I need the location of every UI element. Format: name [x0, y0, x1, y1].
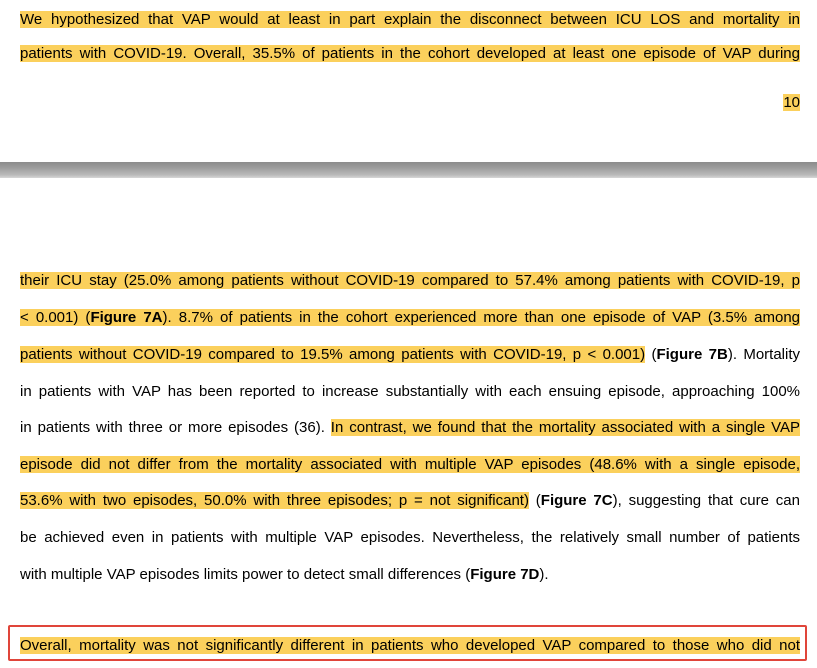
figure-reference: Figure 7D	[470, 566, 540, 583]
highlighted-text: 53.6% with two episodes, 50.0% with three episodes; p = not significant)	[20, 492, 529, 509]
highlighted-text: We hypothesized that VAP would at least in part explain the disconnect between ICU LOS and mortality in	[20, 11, 800, 28]
body-text: with multiple VAP episodes limits power to detect small differences (	[20, 566, 471, 583]
body-text: ). Mortality	[727, 346, 801, 363]
text-line	[20, 380, 800, 404]
highlighted-text: ). 8.7% of patients in the cohort experienced more than one episode of VAP (3.5% among	[162, 309, 800, 326]
highlighted-text: < 0.001) (	[20, 309, 91, 326]
text-line	[20, 343, 800, 367]
text-line	[20, 453, 800, 477]
body-text: (	[645, 346, 657, 363]
highlighted-text: Overall, mortality was not significantly different in patients who developed VAP compared to those who did not	[20, 637, 800, 654]
page-number-text: 10	[783, 94, 800, 111]
selected-text-line[interactable]	[20, 634, 800, 658]
body-text: ), suggesting that cure can	[612, 492, 800, 509]
text-line	[20, 526, 800, 550]
text-line	[20, 42, 800, 66]
page-separator	[0, 162, 817, 178]
page-10	[0, 0, 817, 162]
highlighted-text: In contrast, we found that the mortality associated with a single VAP	[330, 419, 800, 436]
body-text: (	[528, 492, 541, 509]
highlighted-text: episode did not differ from the mortality associated with multiple VAP episodes (48.6% with a single episode,	[20, 456, 800, 473]
figure-reference: Figure 7A	[90, 309, 163, 326]
text-line	[20, 563, 800, 587]
text-line	[20, 306, 800, 330]
body-text: be achieved even in patients with multiple VAP episodes. Nevertheless, the relatively small number of patients	[20, 529, 800, 546]
figure-reference: Figure 7C	[540, 492, 613, 509]
highlighted-text: patients with COVID-19. Overall, 35.5% of patients in the cohort developed at least one episode of VAP during	[20, 45, 800, 62]
highlighted-text: patients without COVID-19 compared to 19.5% among patients with COVID-19, p < 0.001)	[20, 346, 646, 363]
text-line	[20, 269, 800, 293]
body-text: ).	[539, 566, 549, 583]
body-text: in patients with VAP has been reported to increase substantially with each ensuing episode, approaching 100%	[20, 383, 800, 400]
page-number	[20, 91, 800, 115]
text-line	[20, 489, 800, 513]
figure-reference: Figure 7B	[656, 346, 728, 363]
text-line	[20, 416, 800, 440]
text-line	[20, 8, 800, 32]
body-text: in patients with three or more episodes (36).	[20, 419, 331, 436]
highlighted-text: their ICU stay (25.0% among patients without COVID-19 compared to 57.4% among patients with COVID-19, p	[20, 272, 800, 289]
